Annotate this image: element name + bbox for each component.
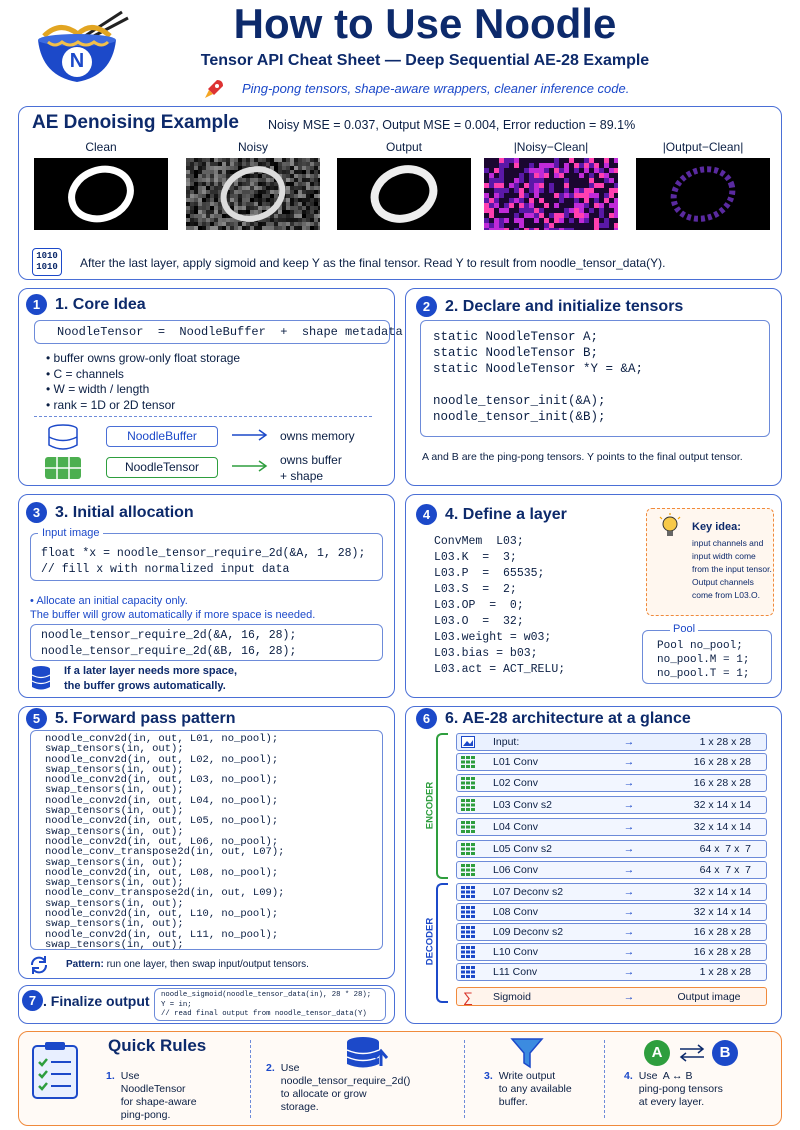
page-subtitle: Tensor API Cheat Sheet — Deep Sequential AE-28 Example <box>200 52 650 69</box>
img-label-noisy-diff: |Noisy−Clean| <box>513 140 589 154</box>
arch-row-arrow: → <box>623 843 635 855</box>
core-bullets <box>46 351 240 413</box>
arch-row <box>456 903 767 921</box>
arch-row <box>456 818 767 836</box>
decoder-bracket <box>436 883 448 1003</box>
swap-arrows-icon <box>678 1042 706 1069</box>
input-image-label: Input image <box>38 527 103 539</box>
divider <box>34 416 372 417</box>
rules-title: Quick Rules <box>108 1036 207 1055</box>
arch-row <box>456 840 767 858</box>
arch-row <box>456 753 767 771</box>
core-title-row <box>26 294 146 315</box>
arch-row <box>456 883 767 901</box>
database-icon <box>46 424 80 455</box>
arch-row-arrow: → <box>623 906 635 918</box>
arch-row-name: Sigmoid <box>493 990 531 1003</box>
arch-row-shape: 32 x 14 x 14 <box>693 821 751 833</box>
arch-row <box>456 733 767 751</box>
arch-row-name: L03 Conv s2 <box>493 799 552 811</box>
arch-row-shape: 16 x 28 x 28 <box>693 756 751 768</box>
arrow-right-icon <box>232 459 268 478</box>
forward-pattern: Pattern: run one layer, then swap input/output tensors. <box>66 959 309 970</box>
declare-title-row <box>416 296 683 317</box>
deconv-grid-icon <box>457 906 479 918</box>
noisy-image <box>186 158 320 230</box>
sigma-icon: ∑ <box>463 988 473 1005</box>
arch-row <box>456 861 767 879</box>
binary-icon: 1010 1010 <box>32 248 62 276</box>
encoder-bracket <box>436 733 448 879</box>
arch-row-name: L02 Conv <box>493 777 538 789</box>
arch-row-name: L09 Deconv s2 <box>493 926 564 938</box>
arch-row-arrow: → <box>623 946 635 958</box>
conv-grid-icon <box>457 799 479 811</box>
arch-row <box>456 943 767 961</box>
arch-row <box>456 796 767 814</box>
noisy-diff-image <box>484 158 618 230</box>
image-icon <box>457 736 479 748</box>
rule-item: 2. Use noodle_tensor_require_2d() to allocate or grow storage. <box>266 1062 411 1113</box>
conv-grid-icon <box>457 864 479 876</box>
b-badge: B <box>712 1040 738 1066</box>
section-number: 3 <box>26 502 47 523</box>
arch-row <box>456 774 767 792</box>
arch-row-name: L04 Conv <box>493 821 538 833</box>
arch-row-shape: 64 x 7 x 7 <box>699 843 751 855</box>
rule-item: 1. Use NoodleTensor for shape-aware ping-pong. <box>106 1070 197 1121</box>
list-item: • C = channels <box>46 366 124 381</box>
arch-row-name: L06 Conv <box>493 864 538 876</box>
rule-item: 4. Use A ↔ B ping-pong tensors at every layer. <box>624 1070 723 1108</box>
alloc-code-input: float *x = noodle_tensor_require_2d(&A, 1, 28); // fill x with normalized input data <box>30 533 383 581</box>
list-item: • buffer owns grow-only float storage <box>46 351 241 365</box>
refresh-icon <box>28 954 50 981</box>
section-number: 6 <box>416 708 437 729</box>
conv-grid-icon <box>457 821 479 833</box>
conv-grid-icon <box>457 843 479 855</box>
arch-row-arrow: → <box>623 886 635 898</box>
alloc-grow: If a later layer needs more space, the buffer grows automatically. <box>64 665 238 692</box>
key-idea-title: Key idea: <box>692 521 741 533</box>
alloc-title-row <box>26 502 194 523</box>
buffer-label: NoodleBuffer <box>106 426 218 447</box>
encoder-label: ENCODER <box>424 781 436 830</box>
alloc-title: 3. Initial allocation <box>55 503 194 521</box>
img-label-output-diff: |Output−Clean| <box>662 140 744 154</box>
img-label-output: Output <box>385 140 423 154</box>
deconv-grid-icon <box>457 886 479 898</box>
declare-code: static NoodleTensor A; static NoodleTensor B; static NoodleTensor *Y = &A; noodle_tensor_init(&A); noodle_tensor_init(&B); <box>420 320 770 437</box>
arch-row-shape: 32 x 14 x 14 <box>693 799 751 811</box>
output-diff-image <box>636 158 770 230</box>
list-item: • rank = 1D or 2D tensor <box>46 397 176 412</box>
grid-icon <box>44 456 82 485</box>
alloc-code-require: noodle_tensor_require_2d(&A, 16, 28); noodle_tensor_require_2d(&B, 16, 28); <box>30 624 383 661</box>
logo <box>30 6 130 86</box>
sigmoid-row <box>456 987 767 1006</box>
alloc-note: • Allocate an initial capacity only. The buffer will grow automatically if more space is needed. <box>30 595 316 621</box>
arch-row-name: Input: <box>493 736 520 748</box>
arch-row-name: L10 Conv <box>493 946 538 958</box>
arch-row-arrow: → <box>623 777 635 789</box>
declare-note: A and B are the ping-pong tensors. Y points to the final output tensor. <box>422 451 743 463</box>
arch-row-name: L07 Deconv s2 <box>493 886 564 898</box>
arrow-right-icon <box>232 428 268 447</box>
lightbulb-icon <box>658 513 682 546</box>
arch-row-arrow: → <box>623 926 635 938</box>
arch-row-shape: 64 x 7 x 7 <box>699 864 751 876</box>
core-title: 1. Core Idea <box>55 295 146 313</box>
section-number: 2 <box>416 296 437 317</box>
conv-grid-icon <box>457 756 479 768</box>
img-label-noisy: Noisy <box>237 140 268 154</box>
arch-row-arrow: → <box>623 756 635 768</box>
divider <box>250 1040 251 1118</box>
finalize-title-row <box>22 990 150 1011</box>
arch-row-shape: 16 x 28 x 28 <box>693 926 751 938</box>
layer-title-row <box>416 504 567 525</box>
core-formula: NoodleTensor = NoodleBuffer + shape metadata <box>34 320 390 344</box>
section-number: 1 <box>26 294 47 315</box>
arch-title: 6. AE-28 architecture at a glance <box>445 709 691 727</box>
arch-row-arrow: → <box>623 966 635 978</box>
finalize-title: . Finalize output <box>43 992 150 1009</box>
arch-row-arrow: → <box>623 821 635 833</box>
pool-label: Pool <box>670 623 698 635</box>
arch-title-row <box>416 708 691 729</box>
arch-row-arrow: → <box>623 736 635 748</box>
deconv-grid-icon <box>457 926 479 938</box>
arch-row <box>456 963 767 981</box>
arch-row <box>456 923 767 941</box>
deconv-grid-icon <box>457 966 479 978</box>
arch-row-name: L08 Conv <box>493 906 538 918</box>
arch-row-shape: 32 x 14 x 14 <box>693 906 751 918</box>
page-tagline: Ping-pong tensors, shape-aware wrappers, cleaner inference code. <box>242 81 630 96</box>
output-image <box>337 158 471 230</box>
conv-grid-icon <box>457 777 479 789</box>
forward-title: 5. Forward pass pattern <box>55 709 236 727</box>
decoder-label: DECODER <box>424 917 436 966</box>
section-number: 5 <box>26 708 47 729</box>
section-number: 4 <box>416 504 437 525</box>
arch-row-arrow: → <box>623 864 635 876</box>
arch-row-shape: 1 x 28 x 28 <box>699 736 751 748</box>
arch-row-arrow: → <box>623 799 635 811</box>
layer-code: ConvMem L03; L03.K = 3; L03.P = 65535; L03.S = 2; L03.OP = 0; L03.O = 32; L03.weight = w03; L03.bias = b03; L03.act = ACT_RELU; <box>434 535 566 676</box>
tensor-label: NoodleTensor <box>106 457 218 478</box>
ae-metrics: Noisy MSE = 0.037, Output MSE = 0.004, Error reduction = 89.1% <box>268 118 636 132</box>
clean-image <box>34 158 168 230</box>
deconv-grid-icon <box>457 946 479 958</box>
divider <box>604 1040 605 1118</box>
layer-title: 4. Define a layer <box>445 505 567 523</box>
ae-title: AE Denoising Example <box>32 112 239 133</box>
database-icon <box>30 665 52 696</box>
arch-row-shape: 16 x 28 x 28 <box>693 777 751 789</box>
arch-row-name: L11 Conv <box>493 966 538 978</box>
forward-code: noodle_conv2d(in, out, L01, no_pool); swap_tensors(in, out); noodle_conv2d(in, out, L02, no_pool); swap_tensors(in, out); noodle_conv2d(in, out, L03, no_pool); swap_tensors(in, out); noodle_conv2d(in, out, L04, no_pool); swap_tensors(in, out); noodle_conv2d(in, out, L05, no_pool); swap_tensors(in, out); noodle_conv2d(in, out, L06, no_pool); noodle_conv_transpose2d(in, out, L07); swap_tensors(in, out); noodle_conv2d(in, out, L08, no_pool); swap_tensors(in, out); noodle_conv_transpose2d(in, out, L09); swap_tensors(in, out); noodle_conv2d(in, out, L10, no_pool); swap_tensors(in, out); noodle_conv2d(in, out, L11, no_pool); swap_tensors(in, out); <box>30 730 383 950</box>
divider <box>464 1040 465 1118</box>
ae-note: After the last layer, apply sigmoid and keep Y as the final tensor. Read Y to result from noodle_tensor_data(Y). <box>80 256 666 270</box>
page-title: How to Use Noodle <box>233 0 617 47</box>
finalize-code: noodle_sigmoid(noodle_tensor_data(in), 28 * 28); Y = in; // read final output from noodle_tensor_data(Y) <box>154 988 386 1021</box>
arch-row-arrow: → <box>623 990 635 1003</box>
arch-row-shape: 1 x 28 x 28 <box>699 966 751 978</box>
forward-title-row <box>26 708 236 729</box>
img-label-clean: Clean <box>85 140 117 154</box>
list-item: • W = width / length <box>46 382 150 396</box>
arch-row-shape: 32 x 14 x 14 <box>693 886 751 898</box>
logo-letter: N <box>69 50 85 72</box>
arch-row-shape: Output image <box>677 990 741 1003</box>
key-idea-text: input channels and input width come from the input tensor. Output channels come from L03.O. <box>692 538 772 600</box>
declare-title: 2. Declare and initialize tensors <box>445 297 684 315</box>
buffer-desc: owns memory <box>280 429 355 443</box>
arch-row-shape: 16 x 28 x 28 <box>693 946 751 958</box>
section-number: 7 <box>22 990 43 1011</box>
a-badge: A <box>644 1040 670 1066</box>
rocket-icon <box>203 78 225 100</box>
tensor-desc: owns buffer + shape <box>280 453 342 483</box>
pool-code: Pool no_pool; no_pool.M = 1; no_pool.T = 1; <box>642 630 772 684</box>
rule-item: 3. Write output to any available buffer. <box>484 1070 572 1108</box>
checklist-icon <box>30 1040 80 1105</box>
arch-row-name: L01 Conv <box>493 756 538 768</box>
arch-row-name: L05 Conv s2 <box>493 843 552 855</box>
